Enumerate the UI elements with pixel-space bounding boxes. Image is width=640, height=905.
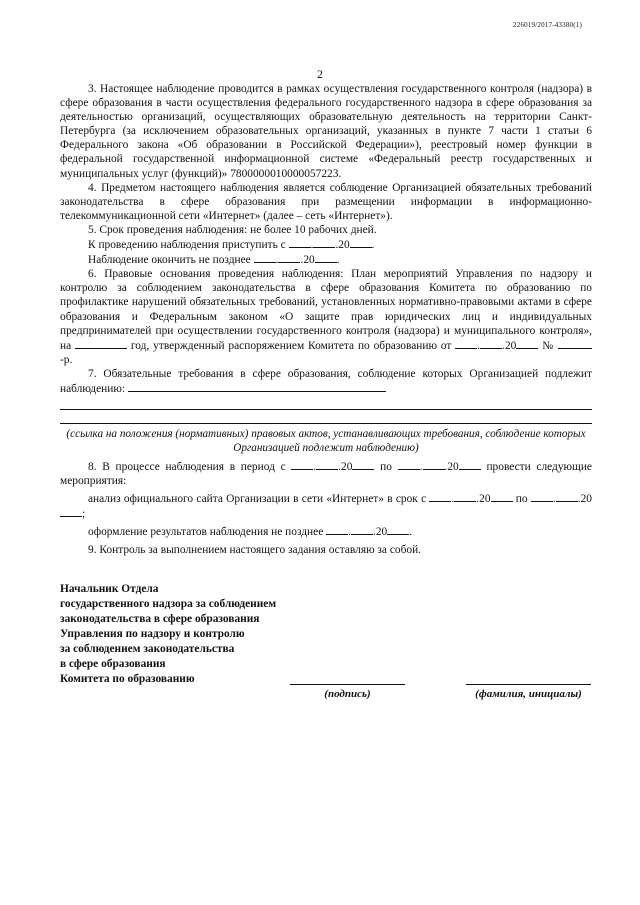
year-prefix: 20 xyxy=(580,493,592,506)
signatory-line: государственного надзора за соблюдением xyxy=(60,598,277,610)
paragraph-6: 6. Правовые основания проведения наблюдения: План мероприятий Управления по надзору и контролю за соблюдением законодательства в сфере образования Комитета по образованию по профилактике нарушений обязательных требований, установленных нормативно-правовыми актами в сфере образования и Федеральным законом «О защите прав юридических лиц и индивидуальных предпринимателей при осуществлении государственного контроля (надзора) и муниципального контроля», на год, утвержденный распоряжением Комитета по образованию от . .20 № -р. xyxy=(60,268,592,366)
signatory-line: за соблюдением законодательства xyxy=(60,643,235,655)
blank-day[interactable] xyxy=(289,237,311,248)
year-prefix: 20 xyxy=(375,526,388,539)
p8-text-e: по xyxy=(515,493,528,506)
blank-month[interactable] xyxy=(278,252,300,263)
signature-line xyxy=(290,678,405,685)
blank-month[interactable] xyxy=(316,459,338,470)
name-label: (фамилия, инициалы) xyxy=(475,688,582,700)
signatory-line: Начальник Отдела xyxy=(60,583,159,595)
blank-day[interactable] xyxy=(398,459,420,470)
page-number: 2 xyxy=(317,67,323,81)
blank-year[interactable] xyxy=(516,338,538,349)
paragraph-5-start: К проведению наблюдения приступить с . .20 . xyxy=(88,239,375,252)
blank-day[interactable] xyxy=(531,491,553,502)
paragraph-8-report: оформление результатов наблюдения не позднее . .20 . xyxy=(88,526,413,539)
order-suffix: -р. xyxy=(60,353,73,366)
p8-text-a: 8. В процессе наблюдения в период с xyxy=(88,461,286,474)
paragraph-3: 3. Настоящее наблюдение проводится в рамках осуществления государственного контроля (надзора) в сфере образования в части осуществления федерального государственного надзора в сфере образования за деятельностью организаций, осуществляющих образовательную деятельность на территории Санкт-Петербурга (за исключением образовательных организаций, указанных в пункте 7 части 1 статьи 6 Федерального закона «Об образовании в Российской Федерации»), реестровый номер функции в федеральной государственной информационной системе «Федеральный реестр государственных и муниципальных услуг (функций)» 7800000010000057223. xyxy=(60,83,592,180)
p6-text-b: год, утвержденный распоряжением Комитета по образованию от xyxy=(130,339,452,352)
blank-day[interactable] xyxy=(291,459,313,470)
signatory-block xyxy=(60,582,276,687)
paragraph-8-analysis: анализ официального сайта Организации в сети «Интернет» в срок с . .20 по . .20; xyxy=(60,491,592,521)
paragraph-9: 9. Контроль за выполнением настоящего задания оставляю за собой. xyxy=(88,543,422,556)
signatory-line: в сфере образования xyxy=(60,658,166,670)
blank-day[interactable] xyxy=(326,524,348,535)
paragraph-4: 4. Предметом настоящего наблюдения является соблюдение Организацией обязательных требований законодательства в сфере образования при размещении информации в информационно-телекоммуникационной сети «Интернет» (далее – сеть «Интернет»). xyxy=(60,181,592,222)
signatory-line: Управления по надзору и контролю xyxy=(60,628,245,640)
name-field[interactable] xyxy=(466,678,591,700)
blank-year[interactable] xyxy=(459,459,481,470)
blank-requirements-line-3[interactable] xyxy=(60,410,592,424)
year-prefix: 20 xyxy=(303,254,315,267)
p8-text-b: по xyxy=(380,461,392,474)
document-id: 226019/2017-43380(1) xyxy=(513,21,582,29)
document-body xyxy=(60,82,592,557)
blank-month[interactable] xyxy=(313,237,335,248)
blank-requirements-line-2[interactable] xyxy=(60,396,592,410)
blank-year[interactable] xyxy=(352,459,374,470)
p6-text-a: 6. Правовые основания проведения наблюдения: План мероприятий Управления по надзору и контролю за соблюдением законодательства в сфере образования Комитета по образованию по профилактике нарушений обязательных требований, установленных нормативно-правовыми актами в сфере образования и Федеральным законом «О защите прав юридических лиц и индивидуальных предпринимателей при осуществлении государственного контроля (надзора) и муниципального контроля», на xyxy=(60,268,592,352)
p8-text-d: анализ официального сайта Организации в сети «Интернет» в срок с xyxy=(88,493,427,506)
blank-year[interactable] xyxy=(60,506,82,517)
blank-month[interactable] xyxy=(423,459,445,470)
paragraph-7 xyxy=(60,367,592,396)
year-prefix: 20 xyxy=(338,239,350,252)
blank-month[interactable] xyxy=(351,524,373,535)
p8-text-c: провести следующие мероприятия: xyxy=(60,461,592,488)
paragraph-5: 5. Срок проведения наблюдения: не более 10 рабочих дней. xyxy=(88,223,377,236)
blank-month[interactable] xyxy=(556,491,578,502)
requirements-note: (ссылка на положения (нормативных) правовых актов, устанавливающих требования, соблюдение которых Организацией подлежит наблюдению) xyxy=(66,428,586,455)
name-line xyxy=(466,678,591,685)
blank-requirements[interactable] xyxy=(128,381,386,392)
year-prefix: 20 xyxy=(341,461,353,474)
signature-label: (подпись) xyxy=(324,688,371,700)
number-sign: № xyxy=(542,339,555,352)
year-prefix: 20 xyxy=(504,339,517,352)
p8-text-f: оформление результатов наблюдения не позднее xyxy=(88,526,324,539)
blank-day[interactable] xyxy=(455,338,477,349)
end-label: Наблюдение окончить не позднее xyxy=(88,254,251,267)
year-prefix: 20 xyxy=(479,493,491,506)
blank-year[interactable] xyxy=(387,524,409,535)
blank-year[interactable] xyxy=(350,237,372,248)
blank-year[interactable] xyxy=(315,252,337,263)
signatory-line: законодательства в сфере образования xyxy=(60,613,260,625)
paragraph-8: 8. В процессе наблюдения в период с . .20 по . .20 провести следующие мероприятия: xyxy=(60,461,592,488)
p7-text: 7. Обязательные требования в сфере образования, соблюдение которых Организацией подлежит наблюдению: xyxy=(60,367,592,395)
signatory-line: Комитета по образованию xyxy=(60,673,195,685)
blank-year[interactable] xyxy=(491,491,513,502)
blank-order-number[interactable] xyxy=(558,338,592,349)
blank-day[interactable] xyxy=(254,252,276,263)
start-label: К проведению наблюдения приступить с xyxy=(88,239,286,252)
blank-month[interactable] xyxy=(454,491,476,502)
blank-month[interactable] xyxy=(480,338,502,349)
blank-day[interactable] xyxy=(429,491,451,502)
signature-field[interactable] xyxy=(290,678,405,700)
year-prefix: 20 xyxy=(447,461,459,474)
blank-year-plan[interactable] xyxy=(75,338,127,349)
paragraph-5-end: Наблюдение окончить не позднее . .20 . xyxy=(88,254,340,267)
